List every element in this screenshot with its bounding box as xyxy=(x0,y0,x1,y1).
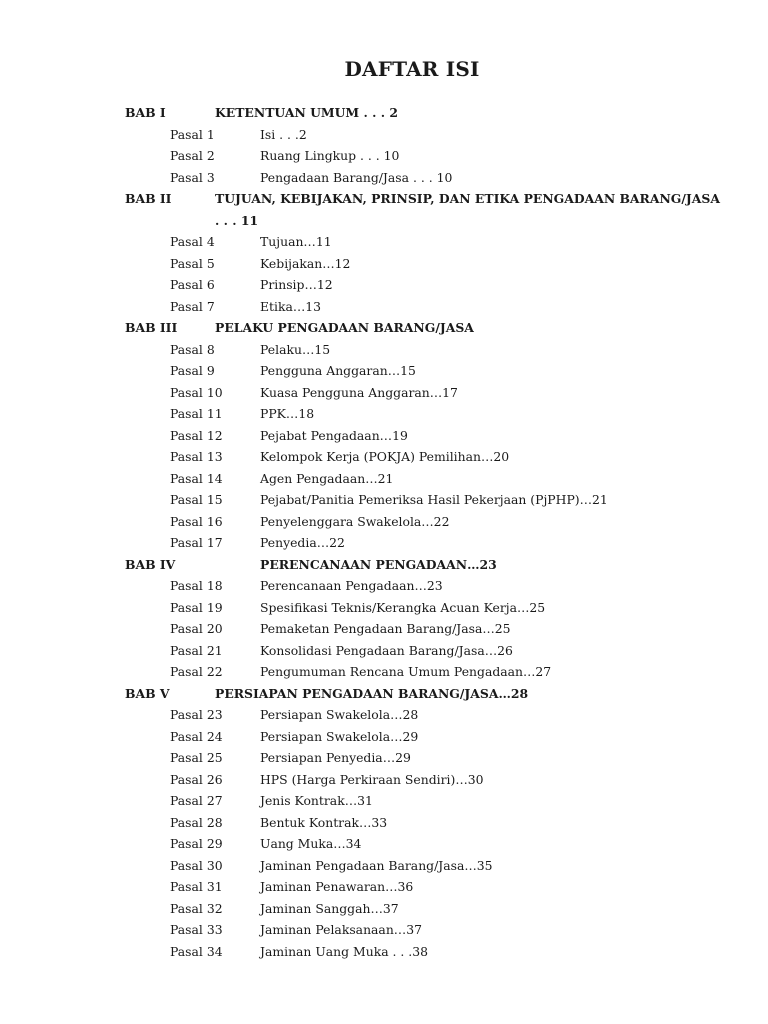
article-entry xyxy=(0,274,768,296)
article-number: Pasal 30 xyxy=(170,857,223,873)
article-title: PPK…18 xyxy=(260,406,315,421)
article-entry xyxy=(0,231,768,253)
article-title: Agen Pengadaan…21 xyxy=(260,470,394,486)
article-entry xyxy=(0,726,768,748)
article-entry xyxy=(0,898,768,920)
article-title: Konsolidasi Pengadaan Barang/Jasa…26 xyxy=(260,642,513,658)
article-entry xyxy=(0,941,768,963)
article-title: Pengumuman Rencana Umum Pengadaan…27 xyxy=(260,664,552,679)
article-entry xyxy=(0,855,768,877)
page-title: DAFTAR ISI xyxy=(344,57,480,81)
article-number: Pasal 25 xyxy=(170,750,223,765)
chapter-title: PERSIAPAN PENGADAAN BARANG/JASA…28 xyxy=(215,685,529,701)
chapter-entry xyxy=(0,683,768,705)
article-title: Jaminan Penawaran…36 xyxy=(260,879,414,894)
chapter-number: BAB I xyxy=(125,105,166,120)
article-entry xyxy=(0,769,768,791)
article-entry xyxy=(0,511,768,533)
article-title: HPS (Harga Perkiraan Sendiri)…30 xyxy=(260,771,484,787)
chapter-number: BAB III xyxy=(125,320,178,335)
article-number: Pasal 14 xyxy=(170,470,223,486)
article-entry xyxy=(0,339,768,361)
article-title: Isi . . .2 xyxy=(260,126,307,142)
article-number: Pasal 32 xyxy=(170,900,223,916)
article-number: Pasal 21 xyxy=(170,642,223,658)
article-title: Persiapan Swakelola…29 xyxy=(260,728,419,744)
article-title: Perencanaan Pengadaan…23 xyxy=(260,578,443,593)
article-entry xyxy=(0,360,768,382)
article-entry xyxy=(0,833,768,855)
article-entry xyxy=(0,747,768,769)
chapter-number: BAB V xyxy=(125,685,170,701)
article-title: Spesifikasi Teknis/Kerangka Acuan Kerja…25 xyxy=(260,599,546,615)
article-number: Pasal 20 xyxy=(170,621,223,636)
chapter-entry xyxy=(0,188,768,210)
chapter-number: BAB II xyxy=(125,191,172,206)
article-title: Jaminan Pelaksanaan…37 xyxy=(260,922,422,937)
article-number: Pasal 4 xyxy=(170,234,215,249)
article-number: Pasal 22 xyxy=(170,664,223,679)
article-title: Jaminan Sanggah…37 xyxy=(260,900,399,916)
article-title: Bentuk Kontrak…33 xyxy=(260,814,388,830)
article-number: Pasal 17 xyxy=(170,535,223,550)
article-entry xyxy=(0,403,768,425)
article-entry xyxy=(0,597,768,619)
chapter-entry xyxy=(0,554,768,576)
article-title: Pejabat Pengadaan…19 xyxy=(260,427,408,443)
article-number: Pasal 7 xyxy=(170,298,215,314)
article-entry xyxy=(0,790,768,812)
article-number: Pasal 31 xyxy=(170,879,223,894)
article-title: Pelaku…15 xyxy=(260,341,331,357)
article-title: Prinsip…12 xyxy=(260,277,333,292)
article-number: Pasal 16 xyxy=(170,513,223,529)
chapter-entry xyxy=(0,102,768,124)
article-entry xyxy=(0,919,768,941)
article-number: Pasal 18 xyxy=(170,578,223,593)
article-number: Pasal 2 xyxy=(170,148,215,163)
article-number: Pasal 15 xyxy=(170,492,223,507)
chapter-title: KETENTUAN UMUM . . . 2 xyxy=(215,105,398,120)
article-title: Jaminan Uang Muka . . .38 xyxy=(260,943,428,959)
article-number: Pasal 11 xyxy=(170,406,223,421)
article-number: Pasal 26 xyxy=(170,771,223,787)
article-number: Pasal 28 xyxy=(170,814,223,830)
article-title: Persiapan Penyedia…29 xyxy=(260,750,411,765)
article-number: Pasal 10 xyxy=(170,384,223,400)
chapter-page-ref: . . . 11 xyxy=(215,212,259,228)
article-title: Pemaketan Pengadaan Barang/Jasa…25 xyxy=(260,621,511,636)
article-entry xyxy=(0,489,768,511)
article-number: Pasal 3 xyxy=(170,169,215,185)
article-number: Pasal 29 xyxy=(170,836,223,851)
table-of-contents xyxy=(0,102,768,962)
article-entry xyxy=(0,446,768,468)
article-title: Tujuan…11 xyxy=(260,234,332,249)
article-title: Penyedia…22 xyxy=(260,535,345,550)
article-title: Jaminan Pengadaan Barang/Jasa…35 xyxy=(260,857,493,873)
article-entry xyxy=(0,876,768,898)
article-entry xyxy=(0,532,768,554)
article-title: Pejabat/Panitia Pemeriksa Hasil Pekerjaan (PjPHP)…21 xyxy=(260,492,608,507)
article-title: Kelompok Kerja (POKJA) Pemilihan…20 xyxy=(260,449,510,464)
chapter-entry-continuation xyxy=(0,210,768,232)
article-title: Penyelenggara Swakelola…22 xyxy=(260,513,450,529)
article-number: Pasal 23 xyxy=(170,707,223,722)
article-entry xyxy=(0,167,768,189)
article-entry xyxy=(0,661,768,683)
article-entry xyxy=(0,296,768,318)
article-number: Pasal 33 xyxy=(170,922,223,937)
article-number: Pasal 12 xyxy=(170,427,223,443)
article-entry xyxy=(0,704,768,726)
article-number: Pasal 34 xyxy=(170,943,223,959)
article-title: Uang Muka…34 xyxy=(260,836,362,851)
article-title: Jenis Kontrak…31 xyxy=(260,793,373,808)
article-title: Pengguna Anggaran…15 xyxy=(260,363,416,378)
article-entry xyxy=(0,812,768,834)
article-number: Pasal 6 xyxy=(170,277,215,292)
article-entry xyxy=(0,640,768,662)
article-title: Kebijakan…12 xyxy=(260,255,351,271)
article-entry xyxy=(0,575,768,597)
article-number: Pasal 8 xyxy=(170,341,215,357)
article-number: Pasal 9 xyxy=(170,363,215,378)
article-entry xyxy=(0,253,768,275)
chapter-title: PELAKU PENGADAAN BARANG/JASA xyxy=(215,320,474,335)
chapter-title: PERENCANAAN PENGADAAN…23 xyxy=(260,556,497,572)
article-number: Pasal 1 xyxy=(170,126,215,142)
article-entry xyxy=(0,618,768,640)
chapter-number: BAB IV xyxy=(125,556,176,572)
chapter-title: TUJUAN, KEBIJAKAN, PRINSIP, DAN ETIKA PENGADAAN BARANG/JASA xyxy=(215,191,720,206)
article-title: Persiapan Swakelola…28 xyxy=(260,707,419,722)
article-entry xyxy=(0,468,768,490)
article-title: Etika…13 xyxy=(260,298,322,314)
article-number: Pasal 24 xyxy=(170,728,223,744)
article-entry xyxy=(0,124,768,146)
article-title: Kuasa Pengguna Anggaran…17 xyxy=(260,384,458,400)
article-entry xyxy=(0,425,768,447)
article-entry xyxy=(0,382,768,404)
chapter-entry xyxy=(0,317,768,339)
article-number: Pasal 19 xyxy=(170,599,223,615)
article-title: Pengadaan Barang/Jasa . . . 10 xyxy=(260,169,453,185)
article-number: Pasal 5 xyxy=(170,255,215,271)
article-entry xyxy=(0,145,768,167)
article-number: Pasal 13 xyxy=(170,449,223,464)
article-title: Ruang Lingkup . . . 10 xyxy=(260,148,400,163)
article-number: Pasal 27 xyxy=(170,793,223,808)
